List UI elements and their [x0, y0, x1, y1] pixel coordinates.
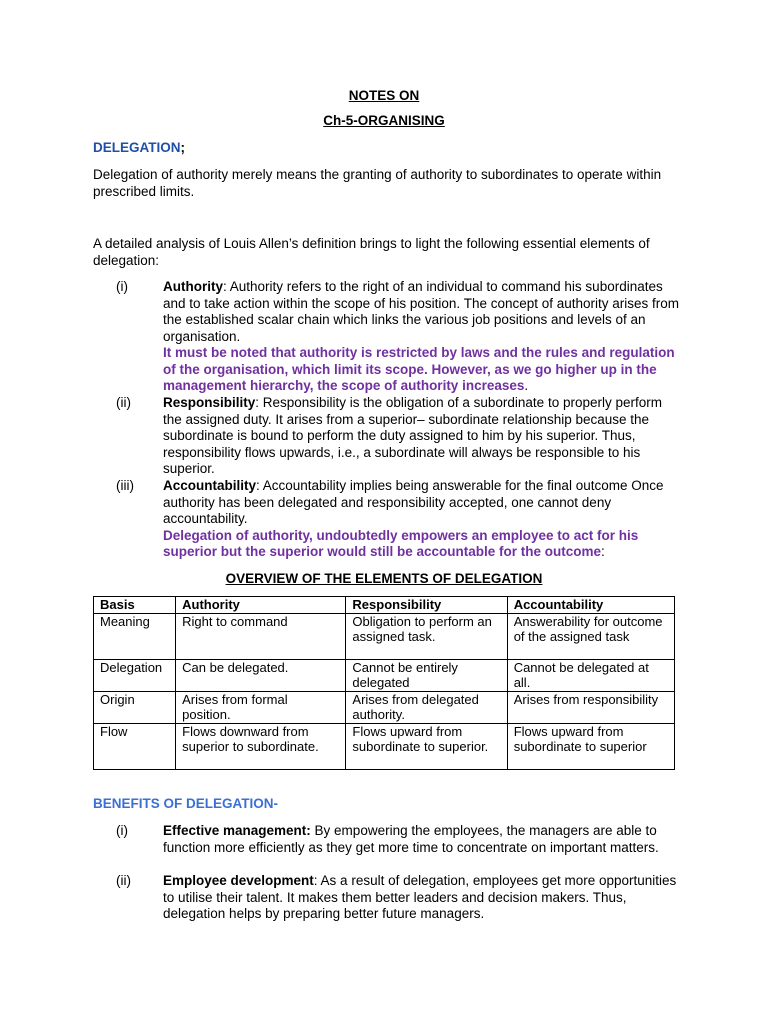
- table-cell: Cannot be delegated at all.: [507, 659, 674, 691]
- table-cell: Arises from delegated authority.: [346, 691, 507, 723]
- table-header-row: [94, 597, 675, 614]
- benefit-text: By empowering the employees, the managers are able to function more efficiently as they get more time to concentrate on important matters.: [163, 823, 659, 855]
- table-cell: Flow: [94, 723, 176, 769]
- table-cell: Right to command: [176, 613, 346, 659]
- title-chapter: Ch-5-ORGANISING: [323, 113, 445, 128]
- element-note: It must be noted that authority is restricted by laws and the rules and regulation of the organisation, which limit its scope. However, as we go higher up in the management hierarchy, the scope of authority increases: [163, 345, 675, 393]
- table-row: [94, 659, 675, 691]
- element-note-end: :: [601, 544, 605, 559]
- overview-table: [93, 596, 675, 770]
- element-term: Accountability: [163, 478, 257, 493]
- element-note: Delegation of authority, undoubtedly empowers an employee to act for his superior but the superior would still be accountable for the outcome: [163, 527, 639, 559]
- benefits-heading: BENEFITS OF DELEGATION-: [93, 796, 278, 811]
- element-text: : Responsibility is the obligation of a subordinate to properly perform the assigned duty. It arises from a superior– subordinate relationship because the subordinate is bound to perform the duty assigned to him by his superior. Thus, responsibility flows upwards, i.e., a subordinate will always be responsible to his superior.: [163, 395, 662, 476]
- header-accountability: Accountability: [507, 597, 674, 614]
- table-row: [94, 723, 675, 769]
- element-text: : Accountability implies being answerable for the final outcome Once authority has been delegated and responsibility accepted, one cannot deny accountability.: [163, 478, 664, 526]
- element-term: Authority: [163, 279, 223, 294]
- table-row: [94, 691, 675, 723]
- element-note-end: .: [524, 378, 529, 393]
- header-basis: Basis: [94, 597, 176, 614]
- table-cell: Can be delegated.: [176, 659, 346, 691]
- element-term: Responsibility: [163, 395, 256, 410]
- table-row: [94, 613, 675, 659]
- benefit-number: (ii): [116, 873, 131, 888]
- table-cell: Origin: [94, 691, 176, 723]
- benefit-term: Employee development: [163, 873, 314, 888]
- header-authority: Authority: [176, 597, 346, 614]
- element-text: : Authority refers to the right of an individual to command his subordinates and to take action within the scope of his position. The concept of authority arises from the established scalar chain which links the various job positions and levels of an organisation.: [163, 279, 680, 344]
- table-cell: Cannot be entirely delegated: [346, 659, 507, 691]
- table-cell: Arises from formal position.: [176, 691, 346, 723]
- element-number: (i): [116, 279, 128, 294]
- table-cell: Obligation to perform an assigned task.: [346, 613, 507, 659]
- benefit-term: Effective management:: [163, 823, 311, 838]
- delegation-heading-suffix: ;: [180, 140, 185, 155]
- element-number: (iii): [116, 478, 134, 493]
- table-cell: Flows upward from subordinate to superior.: [346, 723, 507, 769]
- table-cell: Flows upward from subordinate to superior: [507, 723, 674, 769]
- overview-title: OVERVIEW OF THE ELEMENTS OF DELEGATION: [225, 571, 543, 586]
- benefit-number: (i): [116, 823, 128, 838]
- header-responsibility: Responsibility: [346, 597, 507, 614]
- table-cell: Arises from responsibility: [507, 691, 674, 723]
- delegation-definition: Delegation of authority merely means the granting of authority to subordinates to operate within prescribed limits.: [93, 167, 662, 199]
- table-cell: Flows downward from superior to subordinate.: [176, 723, 346, 769]
- title-notes-on: NOTES ON: [348, 88, 420, 103]
- delegation-heading: [93, 140, 185, 157]
- table-cell: Answerability for outcome of the assigned task: [507, 613, 674, 659]
- table-cell: Delegation: [94, 659, 176, 691]
- element-number: (ii): [116, 395, 131, 410]
- delegation-intro: A detailed analysis of Louis Allen’s definition brings to light the following essential elements of delegation:: [93, 236, 650, 268]
- delegation-heading-text: DELEGATION: [93, 140, 181, 155]
- table-cell: Meaning: [94, 613, 176, 659]
- benefit-text: : As a result of delegation, employees get more opportunities to utilise their talent. It makes them better leaders and decision makers. Thus, delegation helps by preparing better future managers.: [163, 873, 677, 921]
